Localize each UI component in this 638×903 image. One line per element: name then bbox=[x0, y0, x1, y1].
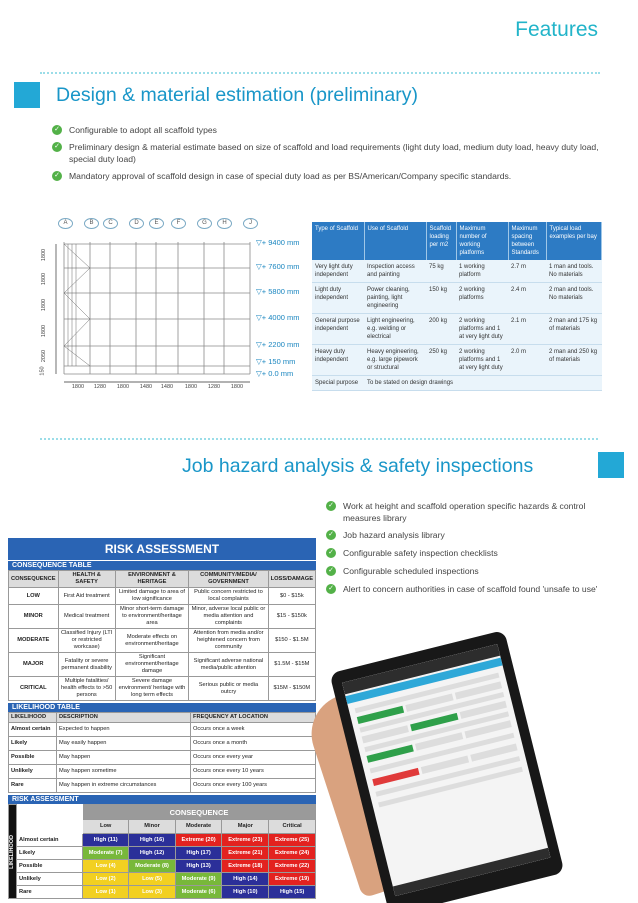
table-row bbox=[9, 605, 316, 629]
risk-cell: Extreme (21) bbox=[222, 847, 269, 860]
table-cell: 2 man and tools. No materials bbox=[546, 283, 602, 314]
table-cell: Attention from media and/or heightened concern from community bbox=[189, 629, 268, 653]
column-header: DESCRIPTION bbox=[57, 713, 191, 723]
horizontal-dimension: 1800 bbox=[230, 384, 244, 390]
risk-assessment-panel bbox=[8, 538, 316, 899]
row-label: Possible bbox=[17, 860, 83, 873]
horizontal-dimension: 1480 bbox=[160, 384, 174, 390]
table-cell: Light engineering, e.g. welding or electrical bbox=[364, 314, 426, 345]
risk-cell: Low (1) bbox=[83, 886, 129, 899]
table-cell: Unlikely bbox=[9, 765, 57, 779]
bullet-item: ✓ Job hazard analysis library bbox=[326, 529, 598, 541]
divider bbox=[40, 438, 598, 440]
column-header: Minor bbox=[129, 820, 175, 834]
table-header-row bbox=[312, 222, 602, 260]
section-title-design: Design & material estimation (preliminary) bbox=[56, 84, 418, 106]
table-cell: Possible bbox=[9, 751, 57, 765]
risk-cell: Extreme (25) bbox=[269, 834, 316, 847]
bullet-item: ✓ Alert to concern authorities in case of scaffold found 'unsafe to use' bbox=[326, 583, 598, 595]
table-cell: MINOR bbox=[9, 605, 59, 629]
table-row bbox=[9, 629, 316, 653]
column-header: LIKELIHOOD bbox=[9, 713, 57, 723]
table-row bbox=[9, 779, 316, 793]
table-cell: May easily happen bbox=[57, 737, 191, 751]
risk-cell: Low (3) bbox=[129, 886, 175, 899]
check-icon: ✓ bbox=[326, 530, 336, 540]
horizontal-dimension: 1800 bbox=[184, 384, 198, 390]
table-cell: Minor, adverse local public or media attention and complaints bbox=[189, 605, 268, 629]
design-bullets bbox=[52, 124, 618, 182]
table-cell: MODERATE bbox=[9, 629, 59, 653]
table-cell: MAJOR bbox=[9, 653, 59, 677]
table-cell: Special purpose bbox=[312, 376, 364, 391]
table-cell: Occurs once a week bbox=[191, 723, 316, 737]
consequence-table bbox=[8, 570, 316, 701]
column-header: Moderate bbox=[175, 820, 222, 834]
table-header-row bbox=[9, 805, 316, 820]
risk-cell: High (15) bbox=[269, 886, 316, 899]
column-header: Maximum spacing between Standards bbox=[508, 222, 546, 260]
likelihood-axis-label: LIKELIHOOD bbox=[9, 805, 17, 899]
table-cell: Significant adverse national media/public attention bbox=[189, 653, 268, 677]
table-cell: Power cleaning, painting, light engineering bbox=[364, 283, 426, 314]
table-cell: $15M - $150M bbox=[268, 677, 315, 701]
risk-cell: Extreme (22) bbox=[269, 860, 316, 873]
likelihood-table bbox=[8, 712, 316, 793]
risk-cell: Low (2) bbox=[83, 873, 129, 886]
table-cell: 2 working platforms bbox=[456, 283, 508, 314]
column-marker: J bbox=[243, 218, 258, 229]
scaffold-types-table bbox=[312, 222, 602, 391]
column-header: CONSEQUENCE bbox=[9, 571, 59, 588]
table-cell: Expected to happen bbox=[57, 723, 191, 737]
risk-cell: High (13) bbox=[175, 860, 222, 873]
table-cell: Significant environment/heritage damage bbox=[115, 653, 189, 677]
table-cell: $1.5M - $15M bbox=[268, 653, 315, 677]
column-marker: A bbox=[58, 218, 73, 229]
table-cell: Minor short-term damage to environment/heritage area bbox=[115, 605, 189, 629]
table-cell: Multiple fatalities/ health effects to >50 persons bbox=[58, 677, 115, 701]
table-row bbox=[9, 588, 316, 605]
column-header: COMMUNITY/MEDIA/ GOVERNMENT bbox=[189, 571, 268, 588]
table-cell: 150 kg bbox=[426, 283, 456, 314]
row-label: Rare bbox=[17, 886, 83, 899]
matrix-row bbox=[9, 847, 316, 860]
table-cell: Inspection access and painting bbox=[364, 260, 426, 283]
column-marker: D bbox=[129, 218, 144, 229]
table-cell: 2 working platforms and 1 at very light duty bbox=[456, 314, 508, 345]
level-marker: ▽+ 4000 mm bbox=[256, 313, 300, 322]
check-icon: ✓ bbox=[52, 171, 62, 181]
table-cell: 200 kg bbox=[426, 314, 456, 345]
column-header: Maximum number of working platforms bbox=[456, 222, 508, 260]
risk-cell: High (10) bbox=[222, 886, 269, 899]
bullet-item: ✓ Configurable safety inspection checklists bbox=[326, 547, 598, 559]
table-cell: LOW bbox=[9, 588, 59, 605]
table-header-row bbox=[9, 571, 316, 588]
vertical-dimension: 150 bbox=[39, 366, 46, 376]
column-header: HEALTH & SAFETY bbox=[58, 571, 115, 588]
table-cell: $0 - $15k bbox=[268, 588, 315, 605]
column-header: LOSS/DAMAGE bbox=[268, 571, 315, 588]
table-cell: Heavy engineering, e.g. large pipework or structural bbox=[364, 345, 426, 376]
bullet-item: ✓ Mandatory approval of scaffold design in case of special duty load as per BS/American/Company specific standards. bbox=[52, 170, 618, 182]
column-header: FREQUENCY AT LOCATION bbox=[191, 713, 316, 723]
table-cell: Very light duty independent bbox=[312, 260, 364, 283]
table-row bbox=[9, 737, 316, 751]
risk-cell: Extreme (20) bbox=[175, 834, 222, 847]
check-icon: ✓ bbox=[326, 566, 336, 576]
check-icon: ✓ bbox=[326, 501, 336, 511]
consequence-table-label: CONSEQUENCE TABLE bbox=[8, 560, 316, 570]
check-icon: ✓ bbox=[326, 584, 336, 594]
scaffold-elevation-drawing bbox=[38, 216, 308, 396]
table-cell: 1 working platform bbox=[456, 260, 508, 283]
risk-matrix bbox=[8, 804, 316, 899]
column-marker: G bbox=[197, 218, 212, 229]
check-icon: ✓ bbox=[326, 548, 336, 558]
column-header: Low bbox=[83, 820, 129, 834]
table-row bbox=[312, 283, 602, 314]
column-header: Scaffold loading per m2 bbox=[426, 222, 456, 260]
table-cell: General purpose independent bbox=[312, 314, 364, 345]
column-marker: H bbox=[217, 218, 232, 229]
risk-cell: High (12) bbox=[129, 847, 175, 860]
table-cell: May happen sometime bbox=[57, 765, 191, 779]
vertical-dimension: 2050 bbox=[41, 349, 48, 363]
table-header-row bbox=[9, 820, 316, 834]
vertical-dimension: 1800 bbox=[41, 298, 48, 312]
table-cell: Moderate effects on environment/heritage bbox=[115, 629, 189, 653]
risk-cell: Moderate (6) bbox=[175, 886, 222, 899]
risk-cell: Extreme (19) bbox=[269, 873, 316, 886]
table-cell: 75 kg bbox=[426, 260, 456, 283]
section-title-jha: Job hazard analysis & safety inspections bbox=[182, 455, 534, 477]
table-cell: $150 - $1.5M bbox=[268, 629, 315, 653]
table-row bbox=[312, 345, 602, 376]
section-marker bbox=[14, 82, 40, 108]
risk-cell: Low (5) bbox=[129, 873, 175, 886]
risk-cell: Extreme (18) bbox=[222, 860, 269, 873]
horizontal-dimension: 1800 bbox=[71, 384, 85, 390]
page-title: Features bbox=[515, 18, 598, 41]
table-cell: First Aid treatment bbox=[58, 588, 115, 605]
table-cell: Occurs once every year bbox=[191, 751, 316, 765]
table-cell: Serious public or media outcry bbox=[189, 677, 268, 701]
matrix-row bbox=[9, 886, 316, 899]
risk-title: RISK ASSESSMENT bbox=[8, 538, 316, 560]
risk-cell: High (16) bbox=[129, 834, 175, 847]
row-label: Likely bbox=[17, 847, 83, 860]
table-cell: 2 man and 250 kg of materials bbox=[546, 345, 602, 376]
table-cell: Limited damage to area of low significance bbox=[115, 588, 189, 605]
table-row bbox=[9, 653, 316, 677]
table-cell: Rare bbox=[9, 779, 57, 793]
column-header: ENVIRONMENT & HERITAGE bbox=[115, 571, 189, 588]
table-cell: Medical treatment bbox=[58, 605, 115, 629]
table-cell: Occurs once a month bbox=[191, 737, 316, 751]
table-cell: 250 kg bbox=[426, 345, 456, 376]
risk-cell: Moderate (9) bbox=[175, 873, 222, 886]
bullet-item: ✓ Configurable to adopt all scaffold types bbox=[52, 124, 618, 136]
level-marker: ▽+ 2200 mm bbox=[256, 340, 300, 349]
column-header: Use of Scaffold bbox=[364, 222, 426, 260]
table-cell: Heavy duty independent bbox=[312, 345, 364, 376]
column-header: Major bbox=[222, 820, 269, 834]
table-cell: Occurs once every 100 years bbox=[191, 779, 316, 793]
vertical-dimension: 1800 bbox=[41, 324, 48, 338]
table-row bbox=[9, 677, 316, 701]
table-cell: Public concern restricted to local complaints bbox=[189, 588, 268, 605]
check-icon: ✓ bbox=[52, 142, 62, 152]
table-cell: 2.0 m bbox=[508, 345, 546, 376]
table-cell: $15 - $150k bbox=[268, 605, 315, 629]
table-row bbox=[312, 260, 602, 283]
table-cell: 2 working platforms and 1 at very light duty bbox=[456, 345, 508, 376]
check-icon: ✓ bbox=[52, 125, 62, 135]
column-marker: F bbox=[171, 218, 186, 229]
table-cell: May happen bbox=[57, 751, 191, 765]
jha-bullets bbox=[326, 500, 598, 595]
risk-matrix-label: RISK ASSESSMENT bbox=[8, 795, 316, 804]
risk-cell: High (17) bbox=[175, 847, 222, 860]
level-marker: ▽+ 0.0 mm bbox=[256, 369, 294, 378]
vertical-dimension: 1800 bbox=[41, 248, 48, 262]
table-row bbox=[9, 723, 316, 737]
table-row bbox=[312, 376, 602, 391]
column-marker: B bbox=[84, 218, 99, 229]
horizontal-dimension: 1480 bbox=[139, 384, 153, 390]
table-cell: Severe damage environment/ heritage with long term effects bbox=[115, 677, 189, 701]
level-marker: ▽+ 150 mm bbox=[256, 357, 296, 366]
level-marker: ▽+ 5800 mm bbox=[256, 287, 300, 296]
column-header: Typical load examples per bay bbox=[546, 222, 602, 260]
risk-cell: High (14) bbox=[222, 873, 269, 886]
column-marker: E bbox=[149, 218, 164, 229]
table-cell: To be stated on design drawings bbox=[364, 376, 602, 391]
table-cell: Likely bbox=[9, 737, 57, 751]
table-cell: Almost certain bbox=[9, 723, 57, 737]
table-cell: May happen in extreme circumstances bbox=[57, 779, 191, 793]
column-header: Type of Scaffold bbox=[312, 222, 364, 260]
divider bbox=[40, 72, 600, 74]
horizontal-dimension: 1800 bbox=[116, 384, 130, 390]
table-cell: 2.1 m bbox=[508, 314, 546, 345]
bullet-item: ✓ Configurable scheduled inspections bbox=[326, 565, 598, 577]
table-cell: Fatality or severe permanent disability bbox=[58, 653, 115, 677]
matrix-row bbox=[9, 834, 316, 847]
row-label: Unlikely bbox=[17, 873, 83, 886]
horizontal-dimension: 1280 bbox=[207, 384, 221, 390]
table-cell: 2.7 m bbox=[508, 260, 546, 283]
column-header: Critical bbox=[269, 820, 316, 834]
table-row bbox=[9, 765, 316, 779]
table-cell: Occurs once every 10 years bbox=[191, 765, 316, 779]
table-row bbox=[312, 314, 602, 345]
level-marker: ▽+ 7600 mm bbox=[256, 262, 300, 271]
bullet-item: ✓ Preliminary design & material estimate based on size of scaffold and load requirements (light duty load, medium duty load, heavy duty load, special duty load) bbox=[52, 141, 618, 165]
risk-cell: High (11) bbox=[83, 834, 129, 847]
table-cell: Light duty independent bbox=[312, 283, 364, 314]
bullet-item: ✓ Work at height and scaffold operation specific hazards & control measures library bbox=[326, 500, 598, 524]
matrix-row bbox=[9, 873, 316, 886]
section-marker bbox=[598, 452, 624, 478]
matrix-row bbox=[9, 860, 316, 873]
table-cell: Classified Injury (LTI or restricted workcase) bbox=[58, 629, 115, 653]
column-marker: C bbox=[103, 218, 118, 229]
level-marker: ▽+ 9400 mm bbox=[256, 238, 300, 247]
table-cell: 2 man and 175 kg of materials bbox=[546, 314, 602, 345]
table-cell: CRITICAL bbox=[9, 677, 59, 701]
risk-cell: Extreme (24) bbox=[269, 847, 316, 860]
consequence-axis-label: CONSEQUENCE bbox=[83, 805, 316, 820]
risk-cell: Moderate (8) bbox=[129, 860, 175, 873]
vertical-dimension: 1800 bbox=[41, 272, 48, 286]
table-header-row bbox=[9, 713, 316, 723]
table-cell: 2.4 m bbox=[508, 283, 546, 314]
risk-cell: Moderate (7) bbox=[83, 847, 129, 860]
row-label: Almost certain bbox=[17, 834, 83, 847]
app-footer-bar bbox=[393, 848, 551, 896]
likelihood-table-label: LIKELIHOOD TABLE bbox=[8, 703, 316, 712]
table-row bbox=[9, 751, 316, 765]
table-cell: 1 man and tools. No materials bbox=[546, 260, 602, 283]
horizontal-dimension: 1280 bbox=[93, 384, 107, 390]
risk-cell: Extreme (23) bbox=[222, 834, 269, 847]
risk-cell: Low (4) bbox=[83, 860, 129, 873]
